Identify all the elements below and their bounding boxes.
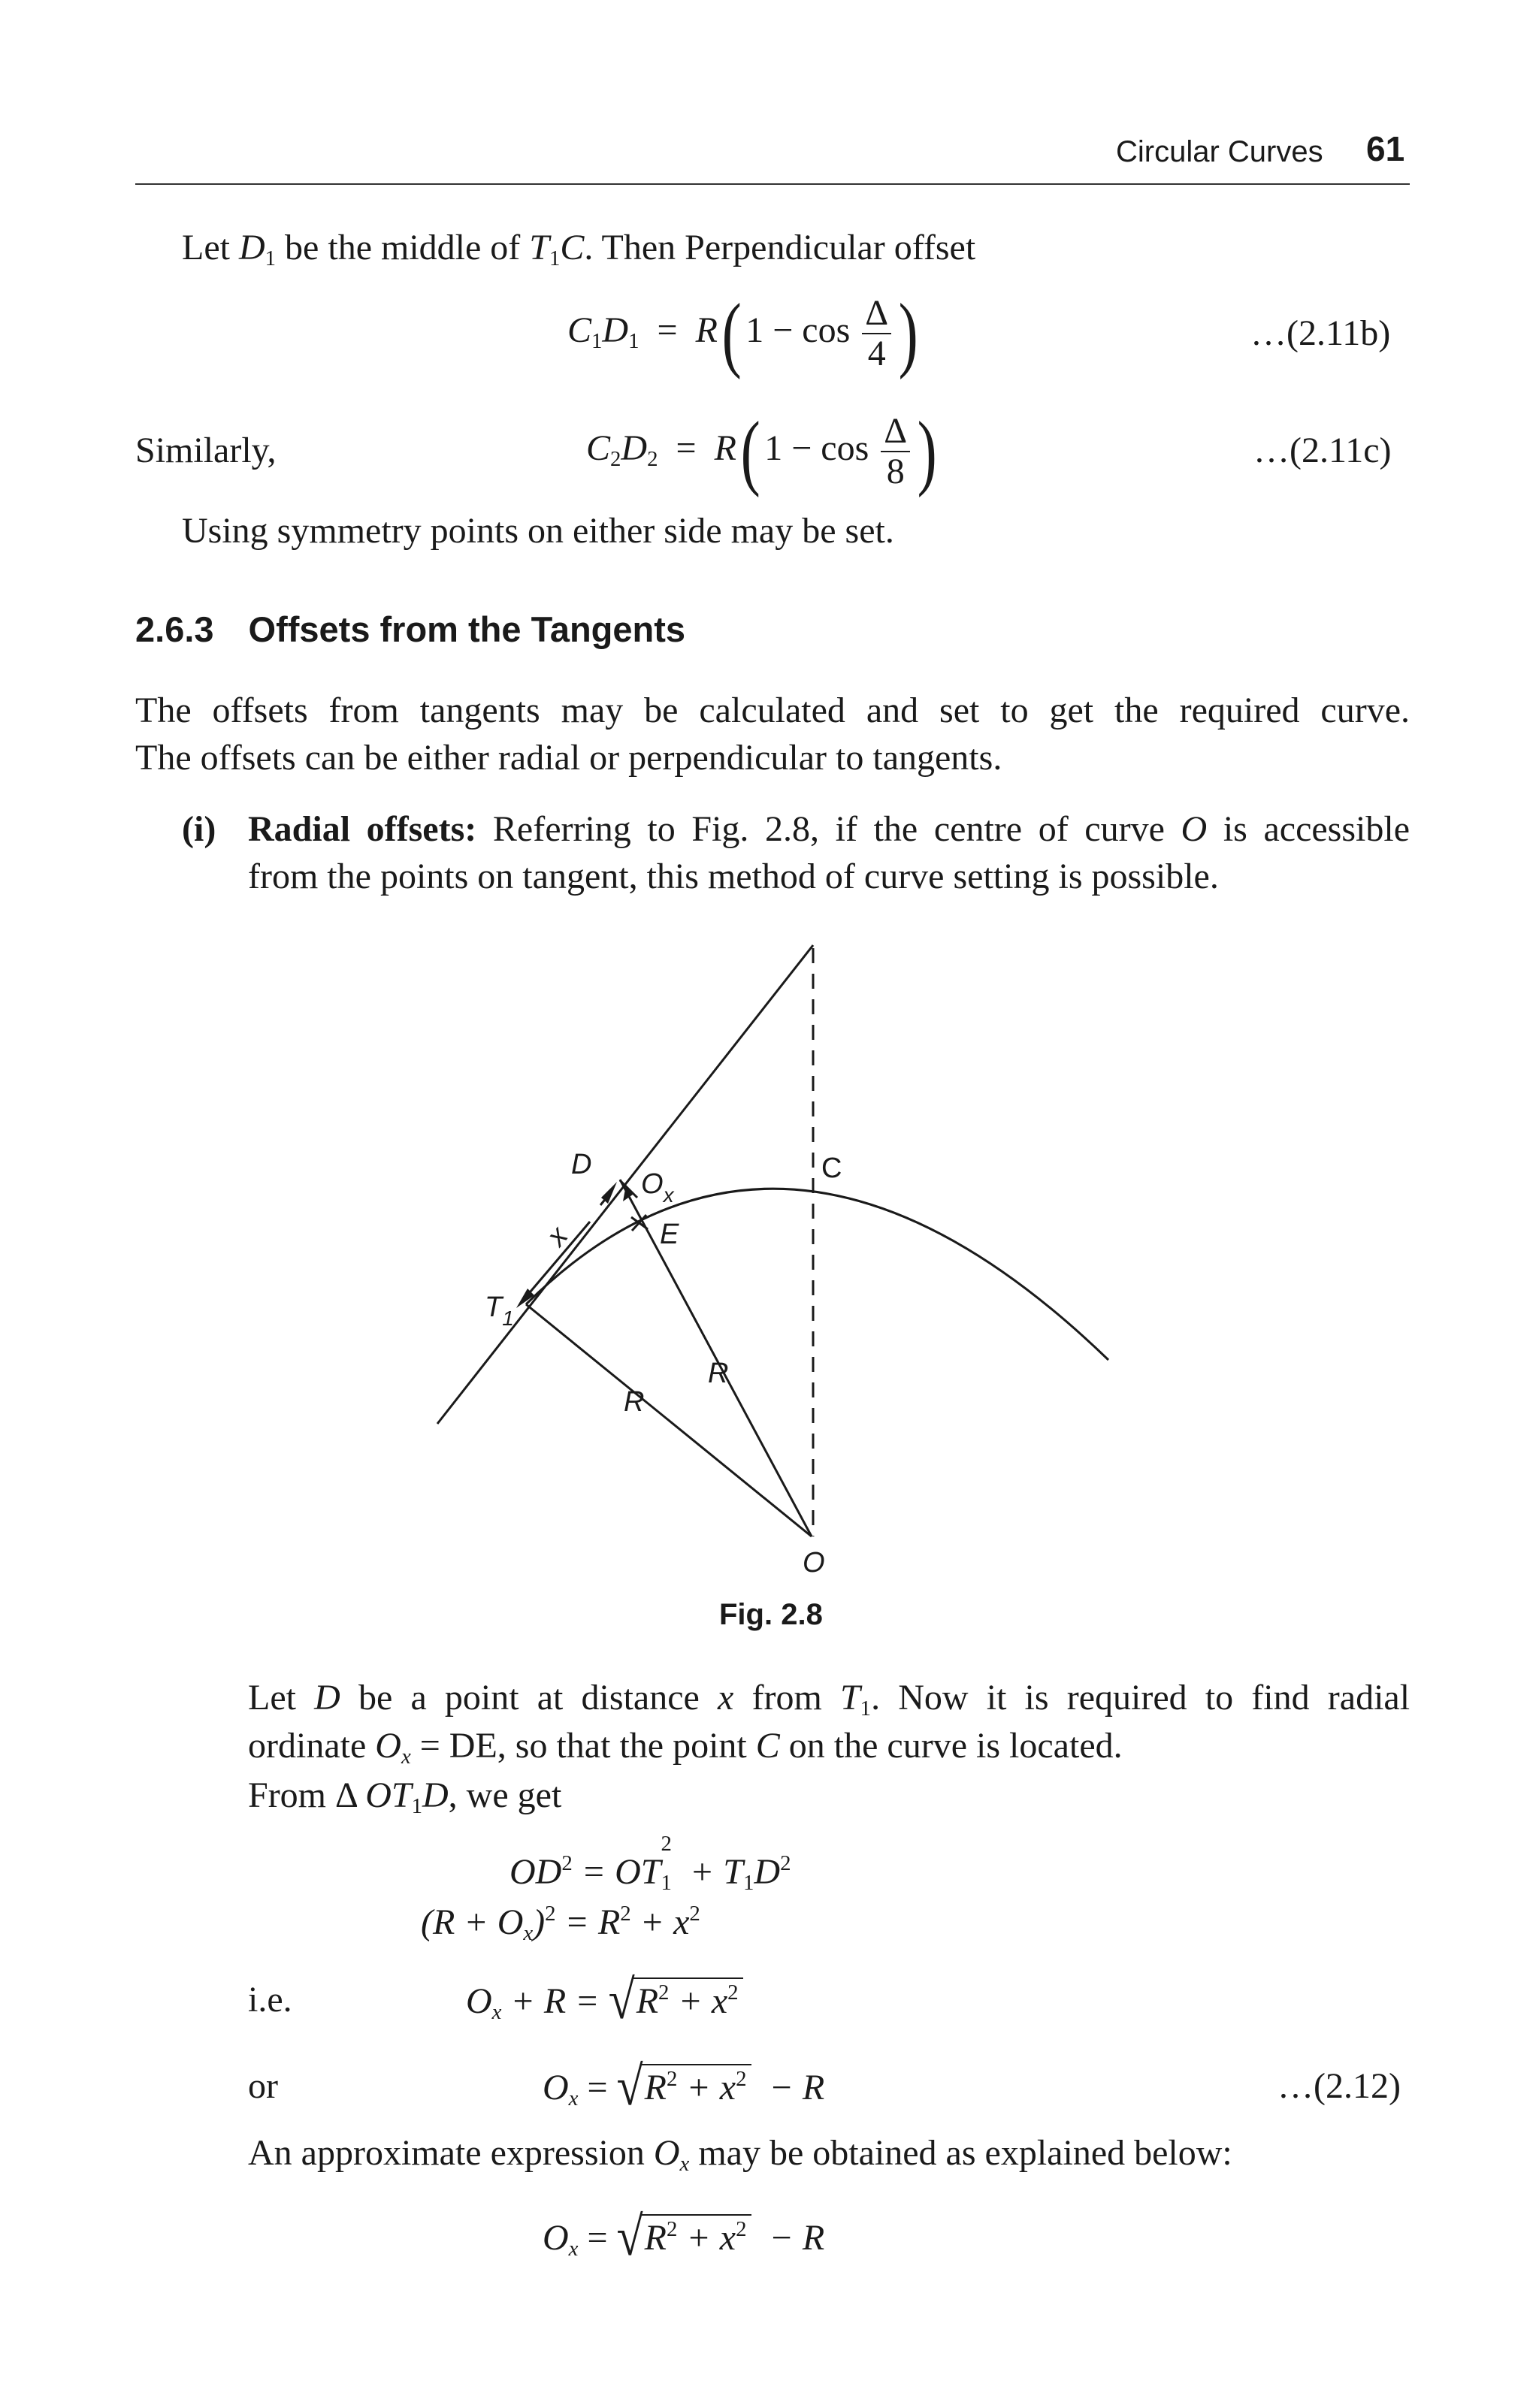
chapter-title: Circular Curves <box>1116 135 1323 168</box>
equation-tag: …(2.11c) <box>1253 431 1392 470</box>
label-x: x <box>540 1220 575 1252</box>
section-number: 2.6.3 <box>135 609 214 649</box>
section-title: Offsets from the Tangents <box>248 609 686 649</box>
label-d: D <box>571 1149 592 1180</box>
ie-label: i.e. <box>248 1980 292 2020</box>
equation-tag: …(2.11b) <box>1250 313 1391 353</box>
equation-2-11b: $C_1D_1 = R$( 1 − cos $\frac{\Delta}{4}$ ) <box>567 287 918 380</box>
label-o: O <box>803 1547 825 1579</box>
label-t1: $T_1$ <box>485 1292 514 1330</box>
label-e: E <box>660 1219 679 1250</box>
radius-t1-o <box>526 1304 812 1536</box>
label-ox: $O_x$ <box>641 1168 674 1207</box>
figure-caption: Fig. 2.8 <box>719 1598 823 1631</box>
paragraph-line: The offsets can be either radial or perpendicular to tangents. <box>135 738 1002 778</box>
symmetry-paragraph: Using symmetry points on either side may be set. <box>182 511 894 551</box>
label-c: C <box>821 1153 842 1184</box>
equation: $O_x = √R^2 + x^2 - R$ <box>543 2205 825 2268</box>
equation-2-12: $O_x = √R^2 + x^2 - R$ <box>543 2055 825 2117</box>
paragraph-line: ordinate $O_x$ = DE, so that the point C on the curve is located. <box>248 1726 1123 1769</box>
equation: $O_x + R = √R^2 + x^2$ <box>466 1976 743 2026</box>
paragraph-line: The offsets from tangents may be calculated and set to get the required curve. <box>135 690 1410 730</box>
label-r: R <box>624 1386 645 1418</box>
intro-paragraph: Let $D_1$ be the middle of $T_1C$. Then Perpendicular offset <box>182 228 976 271</box>
equation-2-11c: $C_2D_2 = R$( 1 − cos $\frac{\Delta}{8}$ ) <box>586 405 937 498</box>
list-item-line: Radial offsets: Referring to Fig. 2.8, if the centre of curve O is accessible <box>248 809 1410 849</box>
or-label: or <box>248 2066 278 2106</box>
paragraph-line: From Δ $OT_1D$, we get <box>248 1775 562 1819</box>
paragraph-line: An approximate expression $O_x$ may be obtained as explained below: <box>248 2133 1232 2177</box>
page-number: 61 <box>1366 129 1405 168</box>
list-item-line: from the points on tangent, this method of curve setting is possible. <box>248 857 1219 896</box>
list-marker: (i) <box>182 809 216 849</box>
equation: $(R + O_x)^2 = R^2 + x^2$ <box>421 1902 700 1946</box>
similarly-label: Similarly, <box>135 431 277 470</box>
label-r: R <box>708 1358 729 1389</box>
equation: $OD^2$ = OT 2 $_1 + T_1D^2$ <box>509 1832 791 1896</box>
paragraph-line: Let D be a point at distance x from $T_1$. Now it is required to find radial <box>248 1678 1410 1721</box>
equation-tag: …(2.12) <box>1277 2066 1401 2106</box>
circular-curve <box>526 1189 1108 1360</box>
